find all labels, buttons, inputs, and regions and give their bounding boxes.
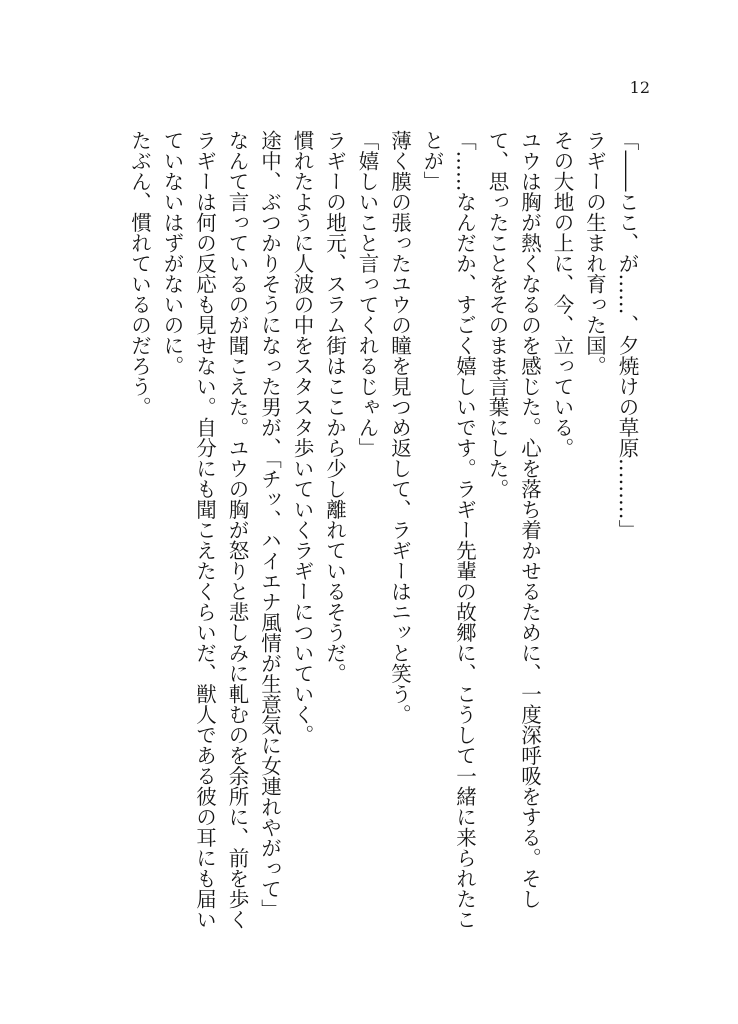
paragraph: 途中、ぶつかりそうになった男が、「チッ、ハイエナ風情が生意気に女連れやがって」なんて言っているのが聞こえた。ユウの胸が怒りと悲しみに軋むのを余所に、前を歩くラギーは何の反応も見せない。自分にも聞こえたくらいだ、獣人である彼の耳にも届いていないはずがないのに。	[160, 130, 282, 930]
page-number: 12	[629, 78, 650, 97]
body-text	[83, 130, 643, 930]
paragraph: その大地の上に、今、立っている。	[550, 130, 574, 458]
paragraph: 「嬉しいこと言ってくれるじゃん」	[355, 130, 379, 458]
paragraph: 「……なんだか、すごく嬉しいです。ラギー先輩の故郷に、こうして一緒に来られたことが」	[420, 130, 477, 930]
paragraph: 薄く膜の張ったユウの瞳を見つめ返して、ラギーはニッと笑う。	[387, 130, 412, 725]
paragraph: たぶん、慣れているのだろう。	[127, 130, 152, 417]
paragraph: 「――ここ、が……、夕焼けの草原………」	[615, 130, 639, 540]
paragraph: ラギーの生まれ育った国。	[582, 130, 607, 376]
paragraph: ラギーの地元、スラム街はここから少し離れているそうだ。	[322, 130, 347, 684]
paragraph: 慣れたように人波の中をスタスタ歩いていくラギーについていく。	[290, 130, 314, 745]
paragraph: ユウは胸が熱くなるのを感じた。心を落ち着かせるために、一度深呼吸をする。そして、思ったことをそのまま言葉にした。	[485, 130, 542, 909]
